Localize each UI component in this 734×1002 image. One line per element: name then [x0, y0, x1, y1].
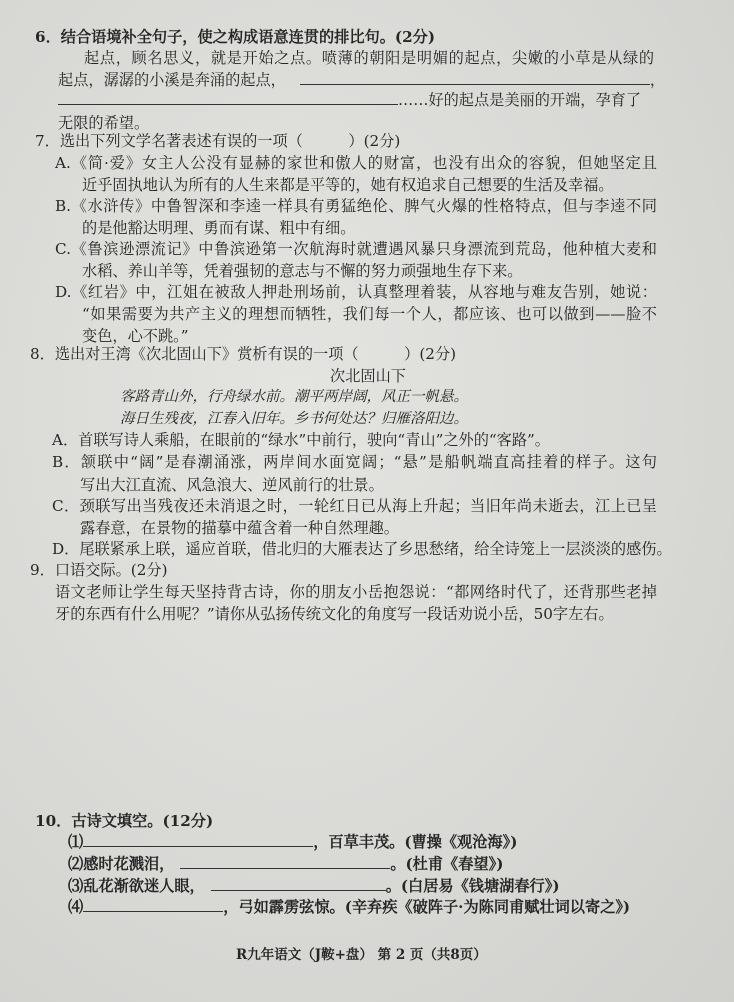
q9-text: 牙的东西有什么用呢？”请你从弘扬传统文化的角度写一段话劝说小岳，50字左右。	[55, 605, 614, 623]
q10-blank-4[interactable]	[83, 897, 223, 912]
q9-text: 语文老师让学生每天坚持背古诗，你的朋友小岳抱怨说：“都网络时代了，还背那些老掉	[55, 583, 657, 601]
item-text: 。(白居易《钱塘湖春行》)	[385, 877, 560, 895]
q7-option-d: D.《红岩》中，江姐在被敌人押赴刑场前，认真整理着装，从容地与难友告别，她说：	[55, 283, 657, 301]
q8-option-b: B．颔联中“阔”是春潮涌涨，两岸间水面宽阔；“悬”是船帆端直高挂着的样子。这句	[52, 453, 657, 471]
q7-option-c-cont: 水稻、养山羊等，凭着强韧的意志与不懈的努力顽强地生存下来。	[82, 262, 523, 280]
poem-title: 次北固山下	[330, 367, 406, 385]
q6-text: 起点，潺潺的小溪是奔涌的起点，	[58, 71, 286, 89]
item-number: ⑴	[68, 833, 84, 851]
q6-comma: ，	[649, 71, 665, 89]
q6-blank-2[interactable]	[58, 90, 398, 105]
q7-option-b-cont: 的是他豁达明理、勇而有谋、粗中有细。	[82, 219, 356, 237]
q9-title: 9．口语交际。(2分)	[30, 561, 168, 579]
q10-item-1	[68, 832, 517, 852]
q7-option-d-cont: 变色，心不跳。”	[82, 327, 189, 345]
q8-option-b-cont: 写出大江直流、风急浪大、逆风前行的壮景。	[80, 476, 384, 494]
q6-line3	[58, 90, 641, 110]
q7-option-c: C.《鲁滨逊漂流记》中鲁滨逊第一次航海时就遭遇风暴只身漂流到荒岛，他种植大麦和	[55, 240, 657, 258]
q10-item-2	[68, 854, 503, 874]
item-number: ⑷	[68, 898, 84, 916]
item-text: 。(杜甫《春望》)	[390, 855, 504, 873]
poem-line: 客路青山外，行舟绿水前。潮平两岸阔，风正一帆悬。	[120, 389, 468, 405]
q8-option-a: A．首联写诗人乘船，在眼前的“绿水”中前行，驶向“青山”之外的“客路”。	[52, 431, 550, 449]
q10-blank-2[interactable]	[180, 854, 390, 869]
item-text: ⑵感时花溅泪，	[68, 855, 175, 873]
q6-text: 起点，顾名思义，就是开始之点。喷薄的朝阳是明媚的起点，尖嫩的小草是从绿的	[84, 49, 654, 67]
item-text: ，百草丰茂。(曹操《观沧海》)	[313, 833, 518, 851]
q9-answer-area[interactable]	[55, 630, 655, 800]
q10-title: 10．古诗文填空。(12分)	[35, 812, 214, 830]
q10-blank-3[interactable]	[211, 876, 386, 891]
q7-option-a: A.《简·爱》女主人公没有显赫的家世和傲人的财富，也没有出众的容貌，但她坚定且	[55, 154, 657, 172]
poem-line: 海日生残夜，江春入旧年。乡书何处达？归雁洛阳边。	[120, 411, 468, 427]
q7-option-b: B.《水浒传》中鲁智深和李逵一样具有勇猛绝伦、脾气火爆的性格特点，但与李逵不同	[55, 197, 657, 215]
q6-text: ……好的起点是美丽的开端，孕育了	[398, 91, 641, 109]
q7-title: 7．选出下列文学名著表述有误的一项（ ）(2分)	[35, 132, 401, 150]
q7-option-d-cont: “如果需要为共产主义的理想而牺牲，我们每一个人，都应该、也可以做到——脸不	[82, 305, 657, 323]
item-text: ⑶乱花渐欲迷人眼，	[68, 877, 205, 895]
q8-option-c: C．颈联写出当残夜还未消退之时，一轮红日已从海上升起；当旧年尚未逝去，江上已呈	[52, 497, 657, 515]
q10-blank-1[interactable]	[83, 832, 313, 847]
q6-text: 无限的希望。	[58, 114, 150, 132]
q10-item-3	[68, 876, 560, 896]
q7-option-a-cont: 近乎固执地认为所有的人生来都是平等的，她有权追求自己想要的生活及幸福。	[82, 176, 614, 194]
q6-line2	[58, 70, 665, 90]
q6-blank-1[interactable]	[300, 70, 650, 85]
q6-title: 6．结合语境补全句子，使之构成语意连贯的排比句。(2分)	[35, 28, 436, 46]
q8-title: 8．选出对王湾《次北固山下》赏析有误的一项（ ）(2分)	[30, 345, 457, 363]
page-footer: R九年语文（J鞍+盘） 第 2 页（共8页）	[236, 947, 487, 963]
q8-option-d: D．尾联紧承上联，遥应首联，借北归的大雁表达了乡思愁绪，给全诗笼上一层淡淡的感伤。	[52, 540, 672, 558]
item-text: ，弓如霹雳弦惊。(辛弃疾《破阵子·为陈同甫赋壮词以寄之》)	[223, 898, 631, 916]
q8-option-c-cont: 露春意，在景物的描摹中蕴含着一种自然理趣。	[80, 519, 399, 537]
q10-item-4	[68, 897, 630, 917]
